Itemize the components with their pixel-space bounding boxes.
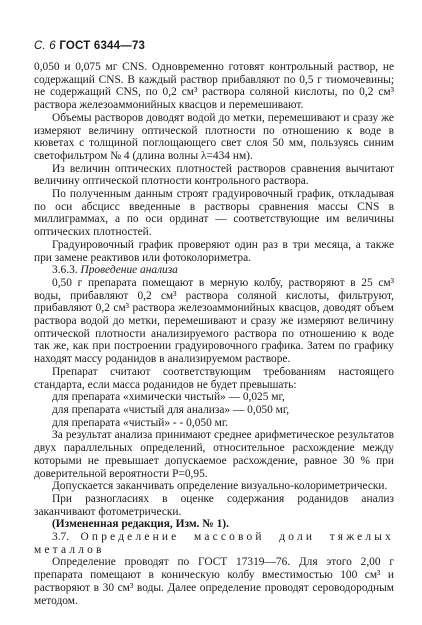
paragraph: Допускается заканчивать определение визуально-колориметрически. <box>52 480 388 493</box>
paragraph: Определение проводят по ГОСТ 17319—76. Для этого 2,00 г препарата помещают в коническую колбу вместимостью 100 см³ и растворяют в 30 см³ воды. Далее определение проводят сероводородным методом. <box>34 556 394 607</box>
list-item: для препарата «химически чистый» — 0,025 мг, <box>52 391 285 404</box>
list-item: для препарата «чистый» - - 0,050 мг. <box>52 416 229 429</box>
section-number: 3.6.3. <box>52 264 78 277</box>
list-item: для препарата «чистый для анализа» — 0,050 мг, <box>52 403 290 416</box>
paragraph: Объемы растворов доводят водой до метки, перемешивают и сразу же измеряют величину оптической плотности по отношению к воде в кюветах с толщиной поглощающего свет слоя 50 мм, пользуясь синим светофильтром № 4 (длина волны λ=434 нм). <box>34 111 394 162</box>
section-heading <box>34 264 394 277</box>
paragraph: Препарат считают соответствующим требованиям настоящего стандарта, если масса роданидов не будет превышать: <box>34 365 394 391</box>
page-number: С. 6 <box>34 40 56 52</box>
page-header <box>34 40 145 52</box>
paragraph: За результат анализа принимают среднее арифметическое результатов двух параллельных определений, относительное расхождение между которыми не превышает допускаемое расхождение, равное 30 % при доверительной вероятности P=0,95. <box>34 429 394 480</box>
section-number: 3.7. <box>52 531 70 544</box>
section-title: Определение массовой доли тяжелых металлов <box>34 531 394 556</box>
amendment-note: (Измененная редакция, Изм. № 1). <box>52 518 229 531</box>
section-heading <box>34 531 394 556</box>
paragraph: 0,50 г препарата помещают в мерную колбу, растворяют в 25 см³ воды, прибавляют 0,2 см³ раствора соляной кислоты, фильтруют, прибавляют 0,2 см³ раствора железоаммонийных квасцов, доводят объем раствора водой до метки, перемешивают и сразу же измеряют величину оптической плотности анализируемого раствора по отношению к воде так же, как при построении градуировочного графика. Затем по графику находят массу роданидов в анализируемом растворе. <box>34 276 394 366</box>
standard-title: ГОСТ 6344—73 <box>59 40 146 52</box>
paragraph: При разногласиях в оценке содержания роданидов анализ заканчивают фотометрически. <box>34 492 394 518</box>
section-title: Проведение анализа <box>80 264 178 277</box>
paragraph: Из величин оптических плотностей растворов сравнения вычитают величину оптической плотности контрольного раствора. <box>34 162 394 188</box>
paragraph: По полученным данным строят градуировочный график, откладывая по оси абсцисс введенные в растворы сравнения массы CNS в миллиграммах, а по оси ординат — соответствующие им величины оптических плотностей. <box>34 188 394 239</box>
paragraph: Градуировочный график проверяют один раз в три месяца, а также при замене реактивов или фотоколориметра. <box>34 238 394 264</box>
paragraph: 0,050 и 0,075 мг CNS. Одновременно готовят контрольный раствор, не содержащий CNS. В каждый раствор прибавляют по 0,5 г тиомочевины; не содержащий CNS, по 0,2 см³ раствора соляной кислоты, по 0,2 см³ раствора железоаммонийных квасцов и перемешивают. <box>34 61 394 112</box>
document-body <box>34 61 394 607</box>
